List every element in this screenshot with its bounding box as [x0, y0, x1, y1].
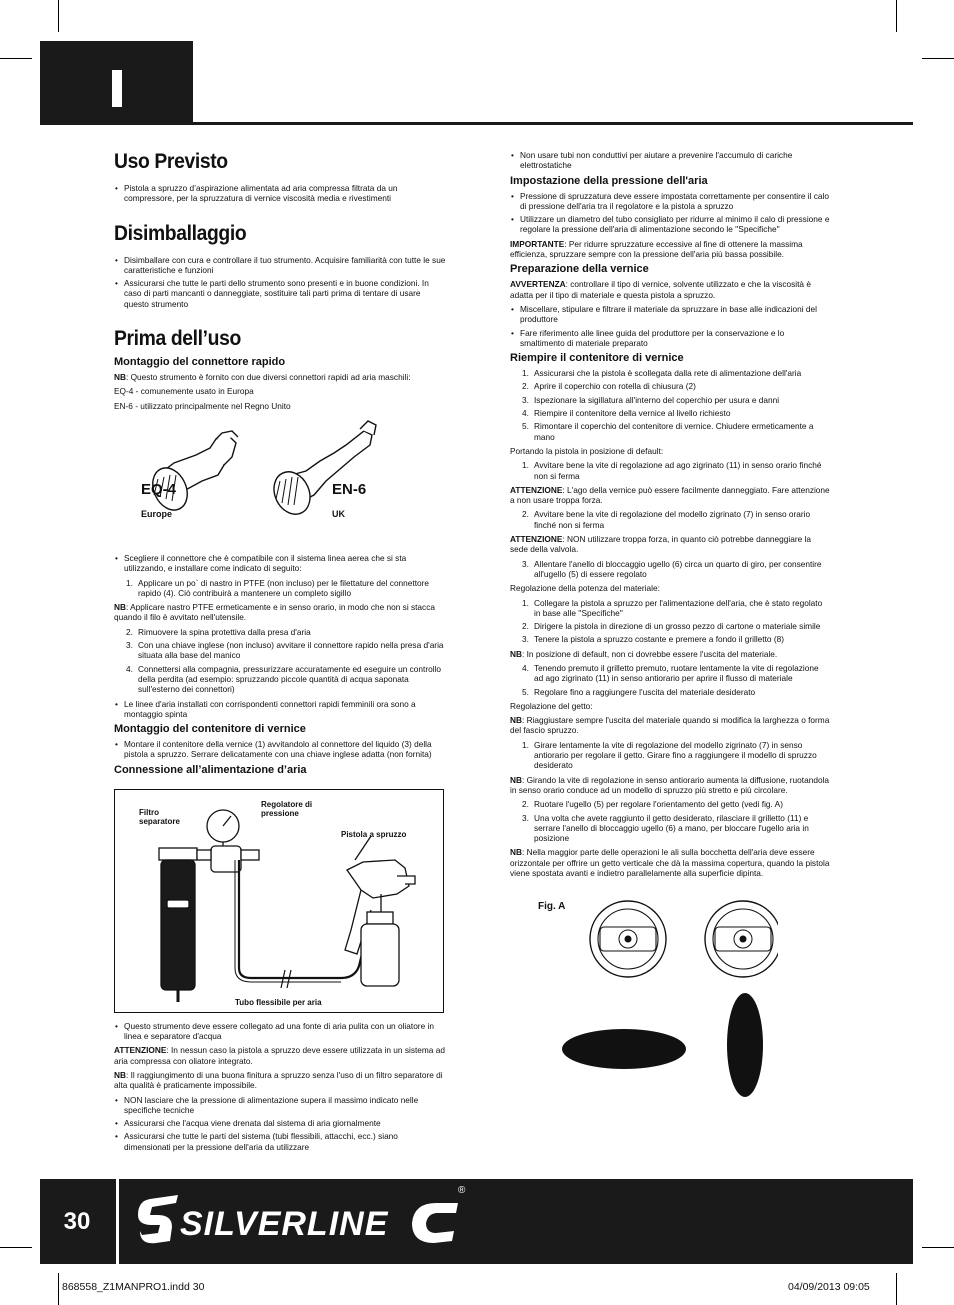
pot-steps-b: [510, 663, 830, 697]
eq4-label: EQ-4: [141, 480, 177, 498]
uso-bullets: [114, 183, 446, 204]
bullet-item: • Montare il contenitore della vernice (1) avvitandolo al connettore del liquido (3) della pistola a spruzzo. Serrare delicatamente con una chiave inglese adatta (non fornita): [114, 739, 446, 760]
brand-logo-drawing: [136, 1191, 466, 1251]
step-item: 3. Ispezionare la sigillatura all'interno del coperchio per usura e danni: [522, 394, 780, 405]
step-item: 1. Assicurarsi che la pistola è scollegata dalla rete di alimentazione dell'aria: [522, 368, 802, 379]
figure-a-drawing: [538, 897, 778, 1097]
crop-mark: [896, 0, 897, 32]
dis-bullets: [114, 255, 446, 309]
eq4-line: EQ-4 - comunemente usato in Europa: [114, 386, 254, 397]
en6-sublabel: UK: [332, 508, 345, 519]
figure-a-label: Fig. A: [538, 901, 566, 912]
spray-pattern-horizontal: [562, 1029, 686, 1069]
step-item: 2. Aprire il coperchio con rotella di chiusura (2): [522, 381, 696, 392]
crop-mark: [0, 1247, 32, 1248]
spray-gun: [345, 836, 415, 986]
bullet-item: • Assicurarsi che l'acqua viene drenata dal sistema di aria giornalmente: [114, 1118, 446, 1128]
en6-connector: [267, 421, 376, 520]
eq4-sublabel: Europe: [141, 508, 173, 519]
bullet-item: • Miscellare, stipulare e filtrare il materiale da spruzzare in base alle indicazioni del produttore: [510, 304, 830, 325]
brand-wordmark: SILVERLINE: [180, 1205, 389, 1243]
bullet-item: • Disimballare con cura e controllare il tuo strumento. Acquisire familiarità con tutte le sue caratteristiche e funzioni: [114, 255, 446, 276]
figure-a: [538, 897, 778, 1097]
bullet-item: • Assicurarsi che tutte le parti dello strumento sono presenti e in buone condizioni. In caso di parti mancanti o danneggiate, sostituire tali parti prima di tentare di usare questo strumento: [114, 278, 446, 309]
note: IMPORTANTE: Per ridurre spruzzature eccessive al fine di ottenere la massima efficienza, spruzzare sempre con la pressione dell'aria più bassa possibile.: [510, 238, 803, 260]
note: NB: Applicare nastro PTFE ermeticamente e in senso orario, in modo che non si stacca quando il filo è avvitato nell'utensile.: [114, 602, 435, 623]
footer-bar: [40, 1179, 913, 1264]
bullet-item: • Le linee d'aria installati con corrispondenti connettori rapidi femminili ora sono a montaggio spinta: [114, 699, 446, 720]
note: NB: Riaggiustare sempre l'uscita del materiale quando si modifica la larghezza o forma del fascio spruzzo.: [510, 715, 830, 736]
sc-steps-b: [114, 627, 446, 695]
slug-date: 04/09/2013 09:05: [788, 1281, 870, 1293]
subheading-riempire: Riempire il contenitore di vernice: [510, 352, 684, 365]
note: NB: Il raggiungimento di una buona finitura a spruzzo senza l'uso di un filtro separatore di alta qualità è praticamente impossibile.: [114, 1069, 443, 1091]
step-item: 1. Collegare la pistola a spruzzo per l'alimentazione dell'aria, che è stato regolato in base alle ''Specifiche'': [522, 597, 823, 618]
bullet-item: • Pressione di spruzzatura deve essere impostata correttamente per consentire il calo di pressione dell'aria tra il regolatore e la pistola a spruzzo: [510, 191, 830, 212]
crop-mark: [922, 58, 954, 59]
top-bullets: [510, 150, 830, 171]
step-item: 1. Avvitare bene la vite di regolazione ad ago zigrinato (11) in senso orario finché non si ferma: [522, 460, 822, 481]
le-bullets: [114, 699, 446, 720]
getto-steps-b: [510, 799, 830, 843]
step-item: 4. Riempire il contenitore della vernice al livello richiesto: [522, 408, 731, 419]
filter-separator: [159, 848, 197, 1002]
def-steps-b: [510, 509, 830, 530]
slug-file: 868558_Z1MANPRO1.indd 30: [62, 1281, 205, 1293]
step-item: 2. Rimuovere la spina protettiva dalla presa d'aria: [126, 626, 311, 637]
header-rule: [40, 122, 913, 125]
air-supply-diagram: [114, 789, 444, 1013]
crop-mark: [922, 1247, 954, 1248]
step-item: 3. Una volta che avete raggiunto il getto desiderato, rilasciare il grilletto (11) e serrare l'anello di bloccaggio ugello (6) a mano, per bloccare l'ugello aria in posizione: [522, 812, 809, 844]
subheading-contenitore: Montaggio del contenitore di vernice: [114, 723, 306, 736]
en6-label: EN-6: [332, 480, 367, 498]
paragraph: Portando la pistola in posizione di default:: [510, 445, 664, 456]
section-title-prima: Prima dell’uso: [114, 327, 241, 351]
imp-bullets: [510, 191, 830, 235]
note: NB: In posizione di default, non ci dovrebbe essere l'uscita del materiale.: [510, 648, 778, 659]
step-item: 3. Con una chiave inglese (non incluso) avvitare il connettore rapido nella presa d'aria situata alla base del manico: [126, 640, 444, 661]
prep-bullets: [510, 304, 830, 348]
bullet-item: • Scegliere il connettore che è compatibile con il sistema linea aerea che si sta utilizzando, e installare come indicato di seguito:: [114, 553, 446, 574]
subheading-connessione: Connessione all’alimentazione d’aria: [114, 763, 307, 776]
paragraph: Regolazione del getto:: [510, 700, 593, 711]
sc-steps-a: [114, 578, 446, 599]
crop-mark: [58, 1273, 59, 1305]
air-hose: [239, 860, 363, 978]
riemp-steps: [510, 368, 830, 442]
cont-bullets: [114, 739, 446, 760]
bullet-item: • Questo strumento deve essere collegato ad una fonte di aria pulita con un oliatore in linea e separatore d'acqua: [114, 1021, 446, 1042]
subheading-preparazione: Preparazione della vernice: [510, 263, 649, 276]
step-item: 3. Allentare l'anello di bloccaggio ugello (6) circa un quarto di giro, per consentire all'ugello (5) di essere regolato: [522, 558, 822, 579]
bullet-item: • Assicurarsi che tutte le parti del sistema (tubi flessibili, attacchi, ecc.) siano dimensionati per la pressione dell'aria da utilizzare: [114, 1131, 446, 1152]
bullet-item: • Pistola a spruzzo d’aspirazione alimentata ad aria compressa filtrata da un compressore, per la spruzzatura di vernice viscosità media e rivestimenti: [114, 183, 446, 204]
section-title-disimballaggio: Disimballaggio: [114, 221, 247, 245]
brand-logo: [136, 1185, 466, 1256]
paragraph: Regolazione della potenza del materiale:: [510, 583, 660, 594]
right-column: [510, 150, 830, 882]
note: ATTENZIONE: NON utilizzare troppa forza, in quanto ciò potrebbe danneggiare la sede della valvola.: [510, 534, 811, 555]
note: ATTENZIONE: In nessun caso la pistola a spruzzo deve essere utilizzata in un sistema ad aria compressa con oliatore integrato.: [114, 1045, 445, 1066]
step-item: 2. Dirigere la pistola in direzione di un grosso pezzo di cartone o materiale simile: [522, 621, 821, 632]
bullet-item: • NON lasciare che la pressione di alimentazione supera il massimo indicato nelle specifiche tecniche: [114, 1095, 446, 1116]
note: NB: Questo strumento è fornito con due diversi connettori rapidi ad aria maschili:: [114, 372, 411, 383]
footer-divider: [116, 1179, 119, 1264]
step-item: 3. Tenere la pistola a spruzzo costante e premere a fondo il grilletto (8): [522, 634, 784, 645]
crop-mark: [0, 58, 32, 59]
connector-illustration: [114, 415, 446, 543]
crop-mark: [58, 0, 59, 32]
pot-steps-a: [510, 598, 830, 645]
connector-drawing: [114, 415, 446, 543]
note: NB: Nella maggior parte delle operazioni le ali sulla bocchetta dell'aria deve essere orizzontale per offrire un getto verticale che dà la massima copertura, quando la pistola viene spostata avanti e indietro parallelamente alla superficie dipinta.: [510, 847, 830, 879]
spray-pattern-vertical: [727, 993, 763, 1097]
subheading-montaggio-connettore: Montaggio del connettore rapido: [114, 356, 286, 369]
step-item: 1. Girare lentamente la vite di regolazione del modello zigrinato (7) in senso antiorario per regolare il getto. Girare fino a raggiungere il modello di spruzzo desiderato: [522, 739, 817, 771]
def-steps-a: [510, 460, 830, 481]
note: ATTENZIONE: L'ago della vernice può essere facilmente danneggiato. Fare attenzione a non usare troppa forza.: [510, 484, 830, 506]
air-cap-horizontal: [590, 901, 666, 977]
pressure-regulator: [197, 810, 259, 872]
section-title-uso: Uso Previsto: [114, 150, 228, 173]
getto-steps-a: [510, 740, 830, 771]
eq4-connector: [146, 431, 238, 516]
final-bullets: [114, 1095, 446, 1152]
label-filtro: Filtro separatore: [139, 807, 180, 827]
def-steps-c: [510, 559, 830, 580]
step-item: 5. Regolare fino a raggiungere l'uscita del materiale desiderato: [522, 686, 756, 697]
en6-line: EN-6 - utilizzato principalmente nel Regno Unito: [114, 400, 291, 411]
page-number: 30: [63, 1207, 91, 1235]
step-item: 4. Tenendo premuto il grilletto premuto, ruotare lentamente la vite di regolazione ad ago zigrinato (11) in senso antiorario per aprire il flusso di materiale: [522, 662, 819, 684]
registered-mark: ®: [458, 1185, 466, 1196]
bullet-item: • Utilizzare un diametro del tubo consigliato per ridurre al minimo il calo di pressione e regolare la pressione dell'aria di alimentazione secondo le ''Specifiche'': [510, 214, 830, 235]
q-bullets: [114, 1021, 446, 1042]
step-item: 4. Connettersi alla compagnia, pressurizzare accuratamente ed eseguire un controllo della perdita (ad esempio: spruzzando piccole quantità di acqua saponata sull'esterno dei connettori): [126, 663, 442, 695]
left-column: [114, 150, 446, 1156]
subheading-impostazione: Impostazione della pressione dell'aria: [510, 174, 708, 187]
label-regolatore: Regolatore di pressione: [261, 799, 313, 819]
step-item: 2. Avvitare bene la vite di regolazione del modello zigrinato (7) in senso orario finché non si ferma: [522, 509, 811, 530]
label-pistola: Pistola a spruzzo: [341, 829, 407, 839]
sc-bullets: [114, 553, 446, 574]
note: AVVERTENZA: controllare il tipo di vernice, solvente utilizzato e che la viscosità è adatta per il tipo di materiale e questa pistola a spruzzo.: [510, 279, 811, 300]
note: NB: Girando la vite di regolazione in senso antiorario aumenta la diffusione, ruotandola in senso orario conduce ad un modello di spruzzo più stretto e più circolare.: [510, 774, 830, 795]
step-item: 2. Ruotare l'ugello (5) per regolare l'orientamento del getto (vedi fig. A): [522, 799, 783, 810]
language-letter: [112, 70, 122, 107]
label-tubo: Tubo flessibile per aria: [235, 997, 322, 1007]
air-cap-vertical: [705, 901, 778, 977]
step-item: 5. Rimontare il coperchio del contenitore di vernice. Chiudere ermeticamente a mano: [522, 421, 814, 442]
step-item: 1. Applicare un po` di nastro in PTFE (non incluso) per le filettature del connettore rapido (4). Ciò contribuirà a mantenere un completo sigillo: [126, 577, 430, 598]
crop-mark: [896, 1273, 897, 1305]
bullet-item: • Fare riferimento alle linee guida del produttore per la conservazione e lo smaltimento di materiale preparato: [510, 328, 830, 349]
bullet-item: • Non usare tubi non conduttivi per aiutare a prevenire l'accumulo di cariche elettrostatiche: [510, 150, 830, 171]
